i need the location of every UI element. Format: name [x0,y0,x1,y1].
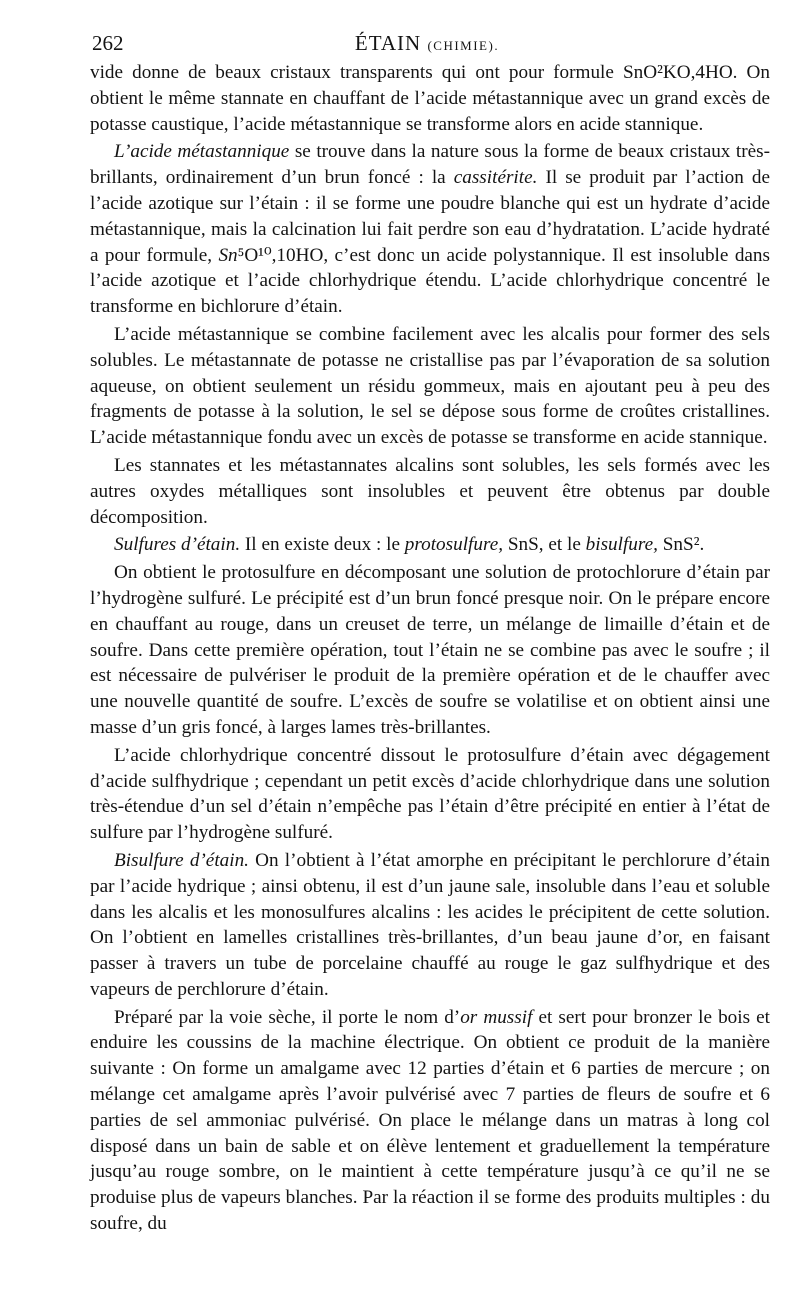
paragraph [90,743,770,846]
text-run: ⁵O¹⁰,10HO, c’est donc un acide polystannique. Il est insoluble dans l’acide azotique et l’acide chlorhydrique étendu. L’acide chlorhydrique concentré le transforme en bichlorure d’étain. [90,244,770,318]
italic-text: Sn [218,244,238,266]
text-run: SnS². [657,534,705,556]
text-run: L’acide chlorhydrique concentré dissout le protosulfure d’étain avec dégagement d’acide sulfhydrique ; cependant un petit excès d’acide chlorhydrique dans une solution très-étendue d’un sel d’étain n’empêche pas l’étain d’être précipité en entier à l’état de sulfure par l’hydrogène sulfuré. [90,744,770,844]
running-title-main: ÉTAIN [354,31,422,55]
paragraph [90,322,770,451]
text-run: et sert pour bronzer le bois et enduire les coussins de la machine électrique. On obtient ce produit de la manière suivante : On forme un amalgame avec 12 parties d’étain et 6 parties de mercure ; on mélange cet amalgame après l’avoir pulvérisé avec 7 parties de fleurs de soufre et 6 parties de sel ammoniac pulvérisé. On place le mélange dans un matras à long col disposé dans un bain de sable et on élève lentement et graduellement la température jusqu’au rouge sombre, on le maintient à cette température jusqu’à ce qu’il ne se produise plus de vapeurs blanches. Par la réaction il se forme des produits multiples : du soufre, du [90,1006,771,1235]
text-run: On obtient le protosulfure en décomposant une solution de protochlorure d’étain par l’hydrogène sulfuré. Le précipité est d’un brun foncé presque noir. On le prépare encore en chauffant au rouge, dans un creuset de terre, un mélange de limaille d’étain et de soufre. Dans cette première opération, tout l’étain ne se combine pas avec le soufre ; il est nécessaire de pulvériser le produit de la première opération et de le chauffer avec une nouvelle quantité de soufre. L’excès de soufre se volatilise et on obtient ainsi une masse d’un gris foncé, à larges lames très-brillantes. [90,562,770,738]
paragraph [90,532,770,558]
text-run: L’acide métastannique se combine facilement avec les alcalis pour former des sels solubles. Le métastannate de potasse ne cristallise pas par l’évaporation de sa solution aqueuse, on obtient seulement un résidu gommeux, mais en ajoutant peu à peu des fragments de potasse à la solution, le sel se dépose sous forme de croûtes cristallines. L’acide métastannique fondu avec un excès de potasse se transforme en acide stannique. [90,323,770,449]
running-title [92,28,762,61]
running-title-subtitle: (CHIMIE). [427,38,500,53]
text-run: Il en existe deux : le [240,534,405,556]
italic-text: bisulfure, [585,534,658,556]
paragraph [90,848,770,1003]
italic-text: L’acide métastannique [114,141,290,163]
text-run: vide donne de beaux cristaux transparents qui ont pour formule SnO²KO,4HO. On obtient le même stannate en chauffant de l’acide métastannique avec un grand excès de potasse caustique, l’acide métastannique se transforme alors en acide stannique. [90,62,770,135]
text-run: se trouve dans la nature sous la forme de beaux cristaux très-brillants, ordinairement d’un brun foncé : la [90,141,770,189]
italic-text: Bisulfure d’étain. [114,849,249,871]
paragraph [90,453,770,530]
text-run: Préparé par la voie sèche, il porte le nom d’ [114,1006,461,1028]
page-number: 262 [92,31,124,55]
paragraph [90,1005,770,1237]
body-text [90,60,770,1237]
italic-text: Sulfures d’étain. [114,534,241,556]
text-run: On l’obtient à l’état amorphe en précipitant le perchlorure d’étain par l’acide hydrique ; ainsi obtenu, il est d’un jaune sale, insoluble dans l’eau et soluble dans les alcalis et les monosulfures alcalins : les acides le précipitent de cette solution. On l’obtient en lamelles cristallines très-brillantes, d’un beau jaune d’or, en faisant passer à travers un tube de porcelaine chauffé au rouge le gaz sulfhydrique et des vapeurs de perchlorure d’étain. [90,849,770,1000]
italic-text: cassitérite. [453,167,538,189]
paragraph [90,139,770,320]
text-run: Il se produit par l’action de l’acide azotique sur l’étain : il se forme une poudre blanche qui est un hydrate d’acide métastannique, mais la calcination lui fait perdre son eau d’hydratation. L’acide hydraté a pour formule, [90,167,771,266]
italic-text: protosulfure, [404,534,504,556]
italic-text: or mussif [460,1006,533,1028]
paragraph [90,560,770,741]
running-header [92,28,762,58]
text-run: SnS, et le [503,534,586,556]
text-run: Les stannates et les métastannates alcalins sont solubles, les sels formés avec les autres oxydes métalliques sont insolubles et peuvent être obtenus par double décomposition. [90,454,770,528]
paragraph [90,60,770,137]
